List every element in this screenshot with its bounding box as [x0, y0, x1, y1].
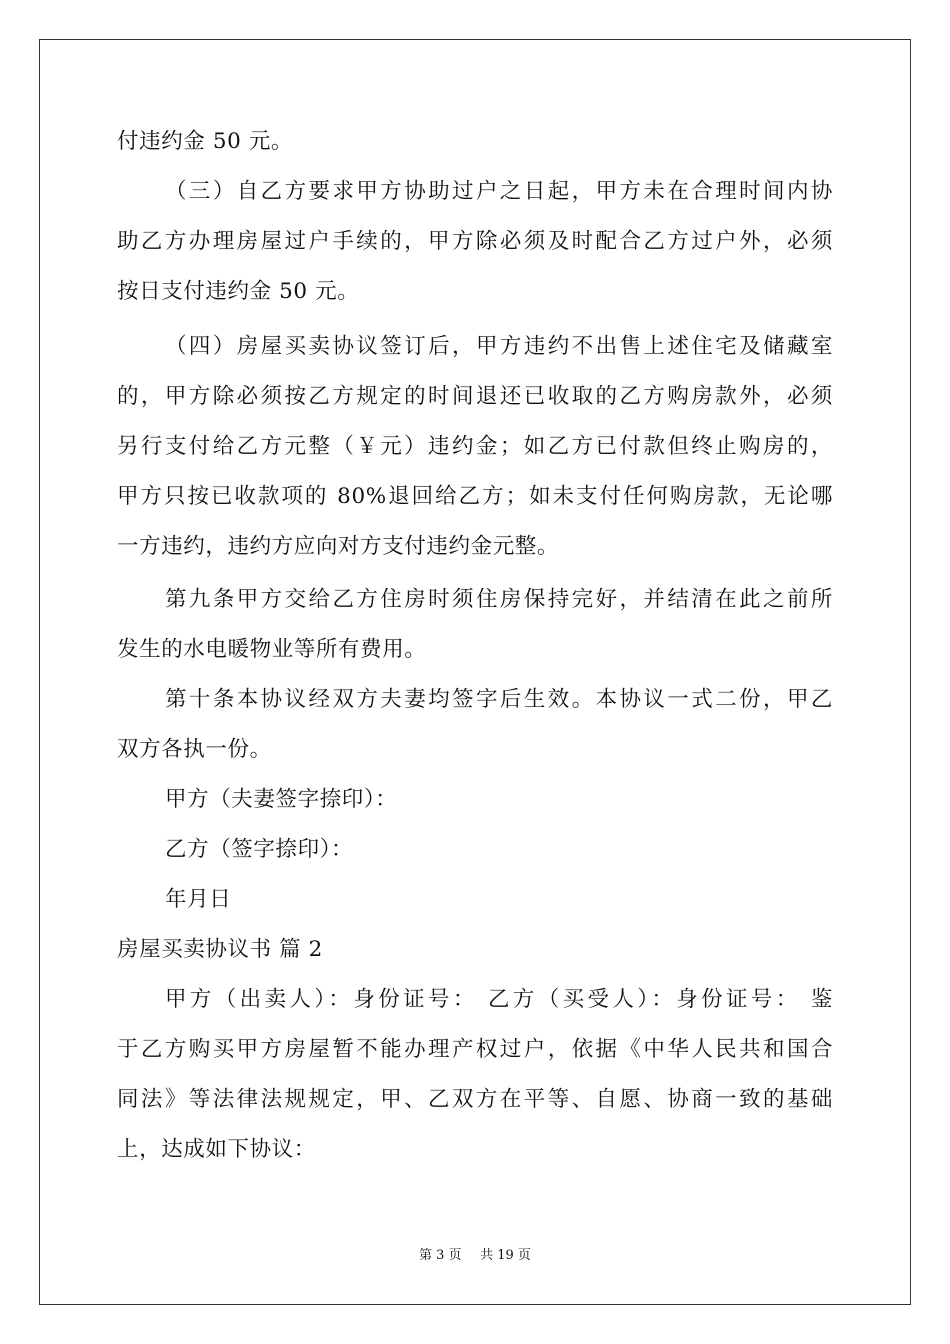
text-line: （三）自乙方要求甲方协助过户之日起，甲方未在合理时间内协 — [165, 179, 833, 204]
text-line: 同法》等法律法规规定，甲、乙双方在平等、自愿、协商一致的基础 — [117, 1087, 833, 1112]
text-line: 的，甲方除必须按乙方规定的时间退还已收取的乙方购房款外，必须 — [117, 384, 833, 409]
text-line: 第十条本协议经双方夫妻均签字后生效。本协议一式二份，甲乙 — [165, 687, 833, 712]
text-line: 一方违约，违约方应向对方支付违约金元整。 — [117, 534, 560, 559]
page-footer — [0, 1247, 950, 1265]
text-line: 甲方（出卖人）：身份证号： 乙方（买受人）：身份证号： 鉴 — [165, 987, 833, 1012]
text-line: 上，达成如下协议： — [117, 1137, 316, 1162]
text-line: 发生的水电暖物业等所有费用。 — [117, 637, 427, 662]
page-number: 第 3 页 — [419, 1248, 462, 1263]
text-line: 按日支付违约金 50 元。 — [117, 279, 360, 304]
text-line: 于乙方购买甲方房屋暂不能办理产权过户，依据《中华人民共和国合 — [117, 1037, 833, 1062]
signature-line-party-b: 乙方（签字捺印）： — [165, 837, 354, 862]
text-line: 助乙方办理房屋过户手续的，甲方除必须及时配合乙方过户外，必须 — [117, 229, 833, 254]
section-heading: 房屋买卖协议书 篇 2 — [117, 937, 323, 962]
text-line: 双方各执一份。 — [117, 737, 272, 762]
page-total: 共 19 页 — [480, 1248, 531, 1263]
text-line: 甲方只按已收款项的 80%退回给乙方；如未支付任何购房款，无论哪 — [117, 484, 833, 509]
signature-line-party-a: 甲方（夫妻签字捺印）： — [165, 787, 398, 812]
text-line: 付违约金 50 元。 — [117, 129, 294, 154]
text-line: 另行支付给乙方元整（￥元）违约金；如乙方已付款但终止购房的， — [117, 434, 833, 459]
date-line: 年月日 — [165, 887, 232, 912]
text-line: 第九条甲方交给乙方住房时须住房保持完好，并结清在此之前所 — [165, 587, 833, 612]
text-line: （四）房屋买卖协议签订后，甲方违约不出售上述住宅及储藏室 — [165, 334, 833, 359]
